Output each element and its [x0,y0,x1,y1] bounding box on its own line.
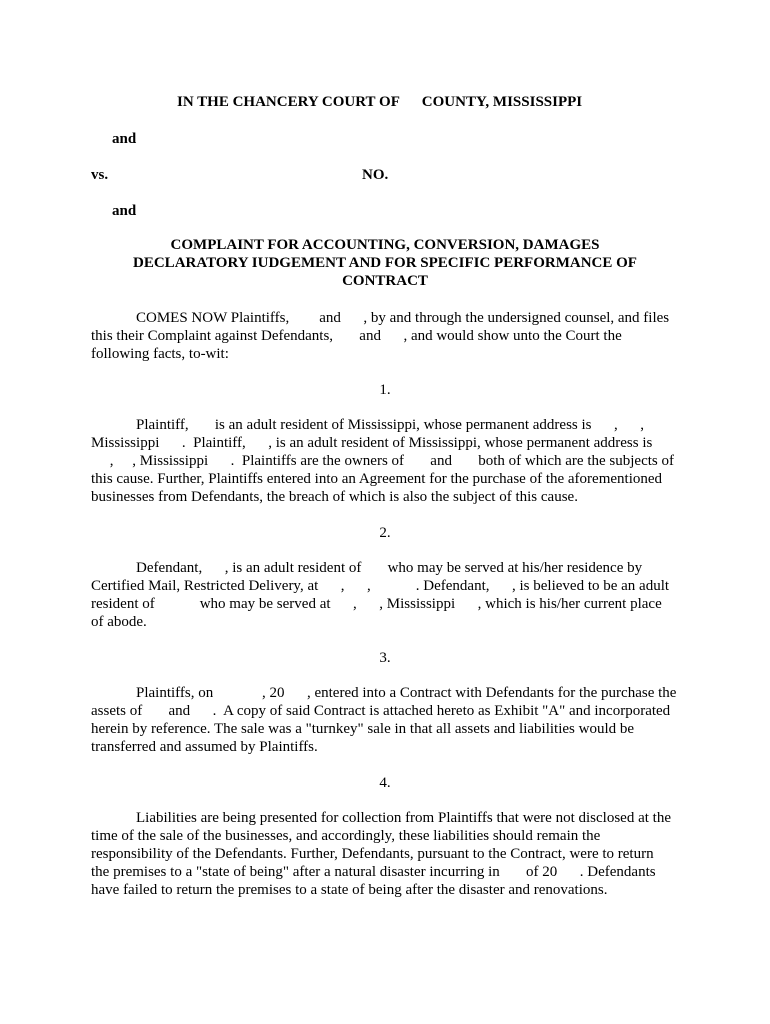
section-number: 2. [379,525,391,541]
section-line: the premises to a "state of being" after a natural disaster incurring in of 20 . Defendants [91,864,656,880]
complaint-title-line-1: COMPLAINT FOR ACCOUNTING, CONVERSION, DAMAGES [170,237,600,253]
section-line: resident of who may be served at , , Mississippi , which is his/her current place [91,596,662,612]
intro-line: COMES NOW Plaintiffs, and , by and through the undersigned counsel, and files [91,310,670,326]
section-line: Liabilities are being presented for collection from Plaintiffs that were not disclosed at the [91,810,671,826]
section-line: of abode. [91,614,147,630]
case-number-label: NO. [362,167,389,183]
intro-line: following facts, to-wit: [91,346,229,362]
plaintiffs-and: and [112,131,137,147]
section-line: Defendant, , is an adult resident of who may be served at his/her residence by [91,560,643,576]
section-line: , , Mississippi . Plaintiffs are the owners of and both of which are the subjects of [91,453,674,469]
section-line: time of the sale of the businesses, and accordingly, these liabilities should remain the [91,828,601,844]
section-line: herein by reference. The sale was a "turnkey" sale in that all assets and liabilities would be [91,721,635,737]
section-line: Plaintiff, is an adult resident of Mississippi, whose permanent address is , , [91,417,645,433]
court-heading: IN THE CHANCERY COURT OF COUNTY, MISSISSIPPI [177,94,583,110]
section-line: transferred and assumed by Plaintiffs. [91,739,318,755]
section-number: 1. [379,382,391,398]
section-line: businesses from Defendants, the breach of which is also the subject of this cause. [91,489,578,505]
versus-label: vs. [91,167,109,183]
section-line: Certified Mail, Restricted Delivery, at , , . Defendant, , is believed to be an adult [91,578,670,594]
complaint-title-line-2: DECLARATORY IUDGEMENT AND FOR SPECIFIC PERFORMANCE OF [133,255,637,271]
section-line: this cause. Further, Plaintiffs entered into an Agreement for the purchase of the aforementioned [91,471,663,487]
defendants-and: and [112,203,137,219]
section-line: Mississippi . Plaintiff, , is an adult resident of Mississippi, whose permanent address is [91,435,653,451]
section-line: responsibility of the Defendants. Further, Defendants, pursuant to the Contract, were to return [91,846,654,862]
section-number: 3. [379,650,391,666]
section-line: assets of and . A copy of said Contract is attached hereto as Exhibit "A" and incorporated [91,703,671,719]
section-number: 4. [379,775,391,791]
section-line: Plaintiffs, on , 20 , entered into a Contract with Defendants for the purchase the [91,685,677,701]
complaint-title-line-3: CONTRACT [342,273,428,289]
intro-line: this their Complaint against Defendants, and , and would show unto the Court the [91,328,622,344]
section-line: have failed to return the premises to a state of being after the disaster and renovations. [91,882,608,898]
